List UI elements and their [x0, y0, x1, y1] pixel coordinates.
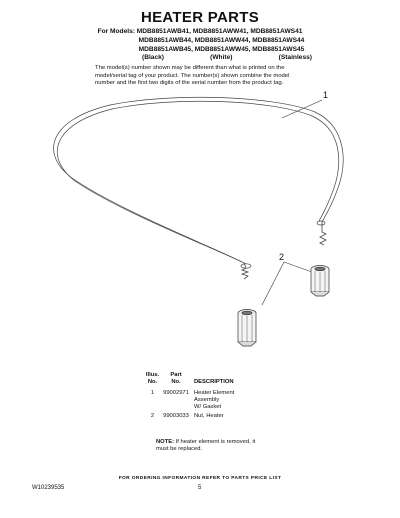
heater-nut-drawing: [238, 310, 256, 347]
header-description: [192, 372, 305, 386]
page-number: 5: [198, 485, 202, 491]
finish-stainless: (Stainless): [278, 54, 312, 61]
finish-white: (White): [210, 54, 233, 61]
page-title: HEATER PARTS: [140, 9, 260, 26]
part-number: 99003033: [163, 413, 189, 419]
part-description: [192, 390, 305, 411]
removal-note-label: NOTE:: [156, 439, 175, 445]
header-illus-line1: Illus.: [145, 372, 160, 378]
removal-note: [156, 439, 266, 453]
parts-table: [145, 372, 305, 420]
header-illus: [145, 372, 160, 386]
parts-table-header: [145, 372, 305, 386]
heater-element-drawing: [54, 97, 344, 279]
callout-1: 1: [323, 90, 329, 100]
table-row: [145, 390, 305, 411]
header-description-label: DESCRIPTION: [194, 379, 234, 385]
ordering-info: FOR ORDERING INFORMATION REFER TO PARTS PRICE LIST: [118, 476, 282, 481]
description-line: W/ Gasket: [194, 404, 222, 410]
description-line: Nut, Heater: [194, 413, 224, 419]
header-part-line2: No.: [171, 379, 181, 385]
header-illus-line2: No.: [147, 379, 158, 385]
illus-number: 2: [150, 413, 155, 419]
model-row: MDB8851AWB44, MDB8851AWW44, MDB8851AWS44: [138, 37, 305, 44]
header-part-line1: Part: [170, 372, 182, 378]
part-description: [192, 413, 305, 420]
header-part: [160, 372, 192, 386]
heater-nut-drawing: [311, 266, 329, 297]
description-line: Assembly: [194, 397, 220, 403]
document-number: W10239535: [32, 485, 65, 491]
removal-note-text: If heater element is removed, it must be replaced.: [156, 439, 256, 452]
illus-number: 1: [150, 390, 155, 396]
part-number: 99002971: [163, 390, 189, 396]
table-row: [145, 413, 305, 420]
model-number-note: The model(s) number shown may be different than what is printed on the model/serial tag of your product. The number(s) shown combine the model number and the first two digits of the serial number from the product tag.: [95, 65, 290, 87]
callout-2: 2: [279, 252, 285, 262]
finish-black: (Black): [142, 54, 164, 61]
model-row: For Models: MDB8851AWB41, MDB8851AWW41, MDB8851AWS41: [97, 28, 303, 35]
model-row: MDB8851AWB45, MDB8851AWW45, MDB8851AWS45: [138, 46, 305, 53]
description-line: Heater Element: [194, 390, 235, 396]
